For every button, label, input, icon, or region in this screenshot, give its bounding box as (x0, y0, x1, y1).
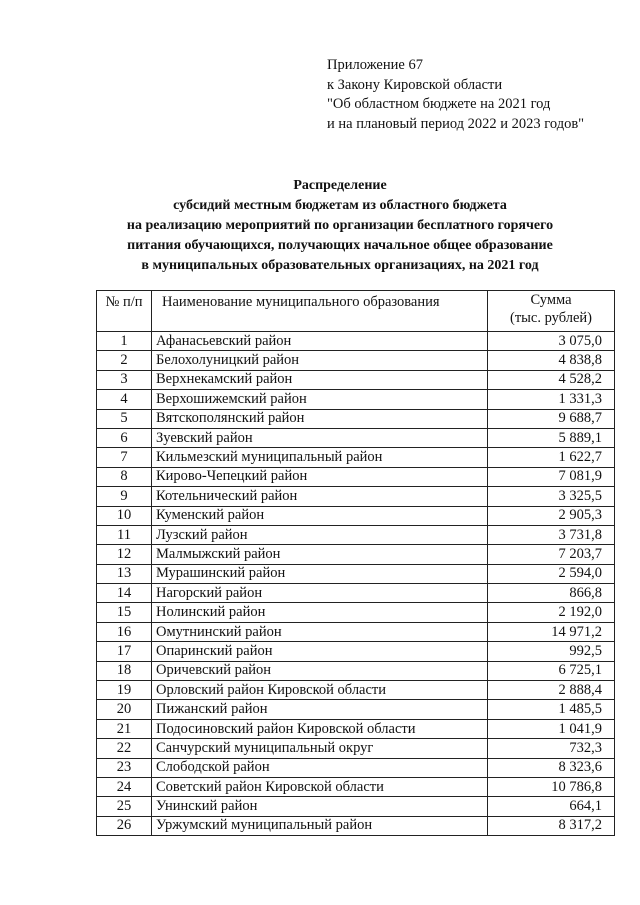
row-number: 16 (97, 622, 152, 641)
municipality-name: Уржумский муниципальный район (152, 816, 488, 835)
municipality-name: Унинский район (152, 797, 488, 816)
table-row (97, 758, 615, 777)
table-row (97, 506, 615, 525)
row-number: 15 (97, 603, 152, 622)
municipality-name: Нагорский район (152, 584, 488, 603)
subsidy-amount: 8 323,6 (488, 758, 615, 777)
row-number: 8 (97, 467, 152, 486)
subsidy-amount: 2 905,3 (488, 506, 615, 525)
subsidy-amount: 3 731,8 (488, 525, 615, 544)
row-number: 10 (97, 506, 152, 525)
subsidy-amount: 2 594,0 (488, 564, 615, 583)
row-number: 18 (97, 661, 152, 680)
municipality-name: Кирово-Чепецкий район (152, 467, 488, 486)
table-row (97, 545, 615, 564)
table-row (97, 525, 615, 544)
subsidy-amount: 1 622,7 (488, 448, 615, 467)
table-row (97, 390, 615, 409)
subsidy-amount: 7 081,9 (488, 467, 615, 486)
table-row (97, 681, 615, 700)
municipality-name: Омутнинский район (152, 622, 488, 641)
row-number: 22 (97, 739, 152, 758)
subsidy-amount: 7 203,7 (488, 545, 615, 564)
row-number: 21 (97, 719, 152, 738)
municipality-name: Слободской район (152, 758, 488, 777)
table-row (97, 332, 615, 351)
subsidy-amount: 4 528,2 (488, 370, 615, 389)
table-row (97, 642, 615, 661)
row-number: 19 (97, 681, 152, 700)
title-line: Распределение (293, 178, 387, 193)
subsidy-amount: 14 971,2 (488, 622, 615, 641)
municipality-name: Лузский район (152, 525, 488, 544)
table-header-row (97, 291, 615, 332)
subsidy-amount: 2 888,4 (488, 681, 615, 700)
row-number: 5 (97, 409, 152, 428)
appendix-line: "Об областном бюджете на 2021 год (327, 96, 551, 112)
appendix-line: Приложение 67 (327, 57, 423, 73)
row-number: 26 (97, 816, 152, 835)
row-number: 4 (97, 390, 152, 409)
row-number: 17 (97, 642, 152, 661)
row-number: 25 (97, 797, 152, 816)
subsidy-amount: 4 838,8 (488, 351, 615, 370)
subsidy-amount: 664,1 (488, 797, 615, 816)
row-number: 23 (97, 758, 152, 777)
municipality-name: Верхнекамский район (152, 370, 488, 389)
header-sum-line: Сумма (530, 292, 572, 308)
subsidy-amount: 1 485,5 (488, 700, 615, 719)
table-row (97, 564, 615, 583)
table-body (97, 332, 615, 836)
municipality-name: Советский район Кировской области (152, 777, 488, 796)
subsidy-table (96, 290, 615, 836)
appendix-header (327, 56, 584, 134)
municipality-name: Котельнический район (152, 487, 488, 506)
document-title (60, 176, 620, 276)
header-name: Наименование муниципального образования (152, 291, 488, 332)
municipality-name: Пижанский район (152, 700, 488, 719)
table-row (97, 409, 615, 428)
header-num: № п/п (97, 291, 152, 332)
row-number: 3 (97, 370, 152, 389)
municipality-name: Санчурский муниципальный округ (152, 739, 488, 758)
title-line: субсидий местным бюджетам из областного бюджета (173, 198, 507, 213)
subsidy-amount: 6 725,1 (488, 661, 615, 680)
table-row (97, 584, 615, 603)
table-row (97, 797, 615, 816)
subsidy-amount: 1 041,9 (488, 719, 615, 738)
row-number: 14 (97, 584, 152, 603)
municipality-name: Подосиновский район Кировской области (152, 719, 488, 738)
municipality-name: Зуевский район (152, 428, 488, 447)
appendix-line: и на плановый период 2022 и 2023 годов" (327, 115, 585, 132)
row-number: 20 (97, 700, 152, 719)
municipality-name: Нолинский район (152, 603, 488, 622)
subsidy-amount: 2 192,0 (488, 603, 615, 622)
municipality-name: Орловский район Кировской области (152, 681, 488, 700)
row-number: 12 (97, 545, 152, 564)
municipality-name: Белохолуницкий район (152, 351, 488, 370)
table-row (97, 739, 615, 758)
appendix-line: к Закону Кировской области (327, 76, 503, 93)
table-row (97, 700, 615, 719)
subsidy-amount: 732,3 (488, 739, 615, 758)
subsidy-amount: 10 786,8 (488, 777, 615, 796)
header-sum-unit: (тыс. рублей) (510, 310, 592, 326)
row-number: 6 (97, 428, 152, 447)
row-number: 24 (97, 777, 152, 796)
row-number: 9 (97, 487, 152, 506)
subsidy-amount: 3 075,0 (488, 332, 615, 351)
subsidy-amount: 3 325,5 (488, 487, 615, 506)
title-line: в муниципальных образовательных организациях, на 2021 год (141, 258, 539, 273)
row-number: 7 (97, 448, 152, 467)
table-row (97, 661, 615, 680)
subsidy-amount: 9 688,7 (488, 409, 615, 428)
title-line: на реализацию мероприятий по организации бесплатного горячего (126, 218, 554, 233)
row-number: 1 (97, 332, 152, 351)
municipality-name: Афанасьевский район (152, 332, 488, 351)
table-row (97, 816, 615, 835)
header-sum (488, 291, 615, 332)
municipality-name: Куменский район (152, 506, 488, 525)
table-row (97, 467, 615, 486)
subsidy-amount: 866,8 (488, 584, 615, 603)
municipality-name: Опаринский район (152, 642, 488, 661)
table-row (97, 428, 615, 447)
table-row (97, 622, 615, 641)
table-row (97, 719, 615, 738)
table-row (97, 603, 615, 622)
row-number: 2 (97, 351, 152, 370)
municipality-name: Верхошижемский район (152, 390, 488, 409)
table-row (97, 487, 615, 506)
table-row (97, 351, 615, 370)
table-row (97, 777, 615, 796)
table-row (97, 448, 615, 467)
row-number: 13 (97, 564, 152, 583)
table-row (97, 370, 615, 389)
title-line: питания обучающихся, получающих начальное общее образование (127, 238, 553, 253)
row-number: 11 (97, 525, 152, 544)
subsidy-amount: 1 331,3 (488, 390, 615, 409)
municipality-name: Вятскополянский район (152, 409, 488, 428)
municipality-name: Мурашинский район (152, 564, 488, 583)
municipality-name: Малмыжский район (152, 545, 488, 564)
subsidy-amount: 992,5 (488, 642, 615, 661)
subsidy-amount: 8 317,2 (488, 816, 615, 835)
municipality-name: Кильмезский муниципальный район (152, 448, 488, 467)
municipality-name: Оричевский район (152, 661, 488, 680)
subsidy-amount: 5 889,1 (488, 428, 615, 447)
